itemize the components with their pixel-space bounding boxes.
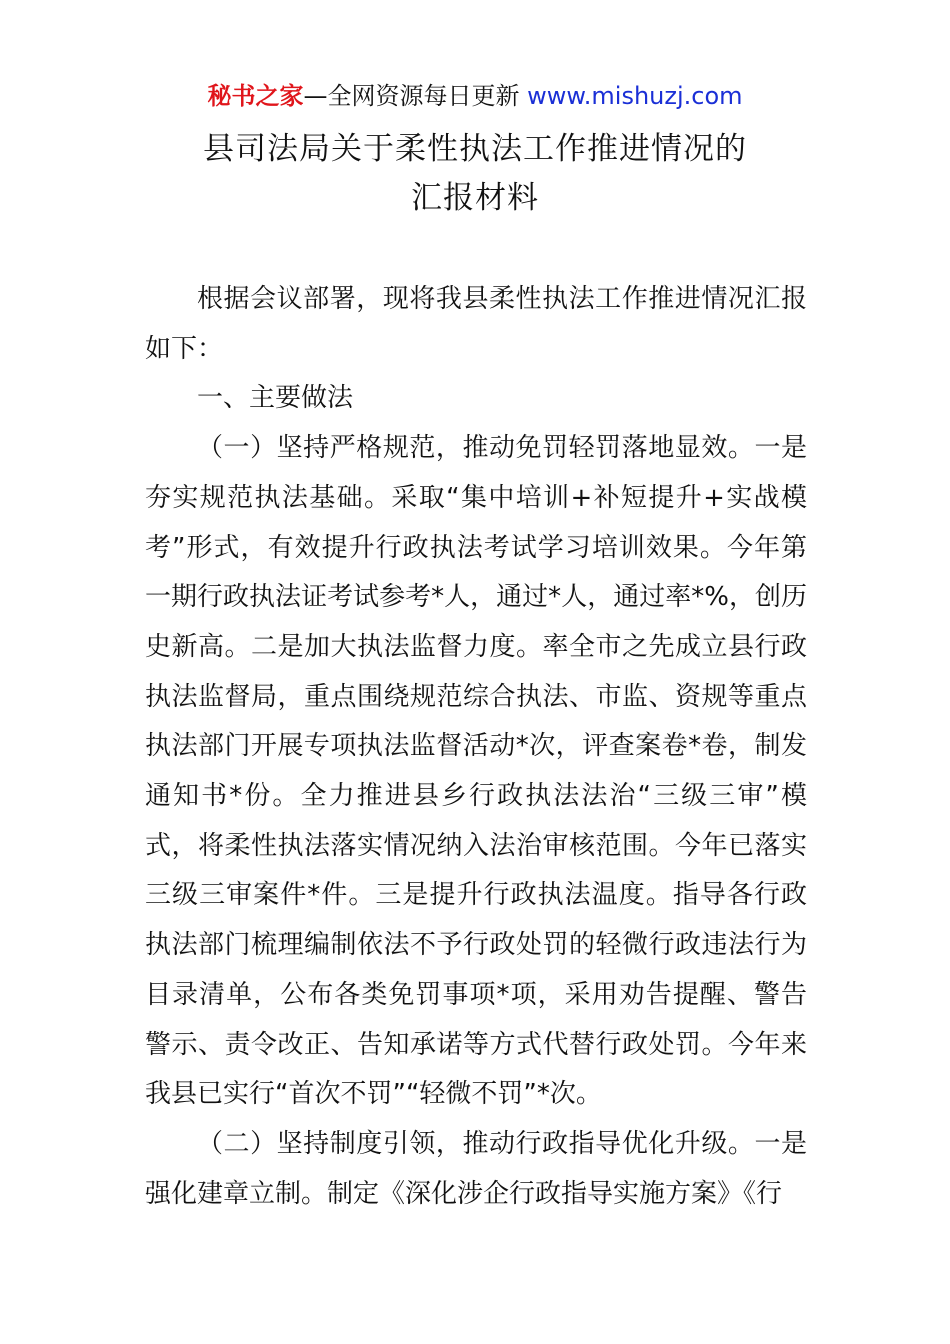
body-paragraph: （一）坚持严格规范，推动免罚轻罚落地显效。一是夯实规范执法基础。采取“集中培训+补短提升+实战模考”形式，有效提升行政执法考试学习培训效果。今年第一期行政执法证考试参考*人，通过*人，通过率*%，创历史新高。二是加大执法监督力度。率全市之先成立县行政执法监督局，重点围绕规范综合执法、市监、资规等重点执法部门开展专项执法监督活动*次，评查案卷*卷，制发通知书*份。全力推进县乡行政执法法治“三级三审”模式，将柔性执法落实情况纳入法治审核范围。今年已落实三级三审案件*件。三是提升行政执法温度。指导各行政执法部门梳理编制依法不予行政处罚的轻微行政违法行为目录清单，公布各类免罚事项*项，采用劝告提醒、警告警示、责令改正、告知承诺等方式代替行政处罚。今年来我县已实行“首次不罚”“轻微不罚”*次。 bbox=[145, 433, 807, 1110]
document-body bbox=[145, 275, 807, 1219]
brand-name: 秘书之家 bbox=[207, 82, 304, 110]
site-header bbox=[0, 80, 950, 112]
body-paragraph: （二）坚持制度引领，推动行政指导优化升级。一是强化建章立制。制定《深化涉企行政指导实施方案》《行 bbox=[145, 1128, 807, 1209]
header-tagline: —全网资源每日更新 bbox=[303, 82, 528, 110]
document-title-line1: 县司法局关于柔性执法工作推进情况的 bbox=[203, 131, 747, 167]
section-heading: 一、主要做法 bbox=[197, 383, 354, 414]
site-url-link[interactable]: www.mishuzj.com bbox=[527, 82, 743, 110]
intro-paragraph: 根据会议部署，现将我县柔性执法工作推进情况汇报如下： bbox=[145, 284, 807, 364]
document-title-line2: 汇报材料 bbox=[411, 180, 539, 216]
